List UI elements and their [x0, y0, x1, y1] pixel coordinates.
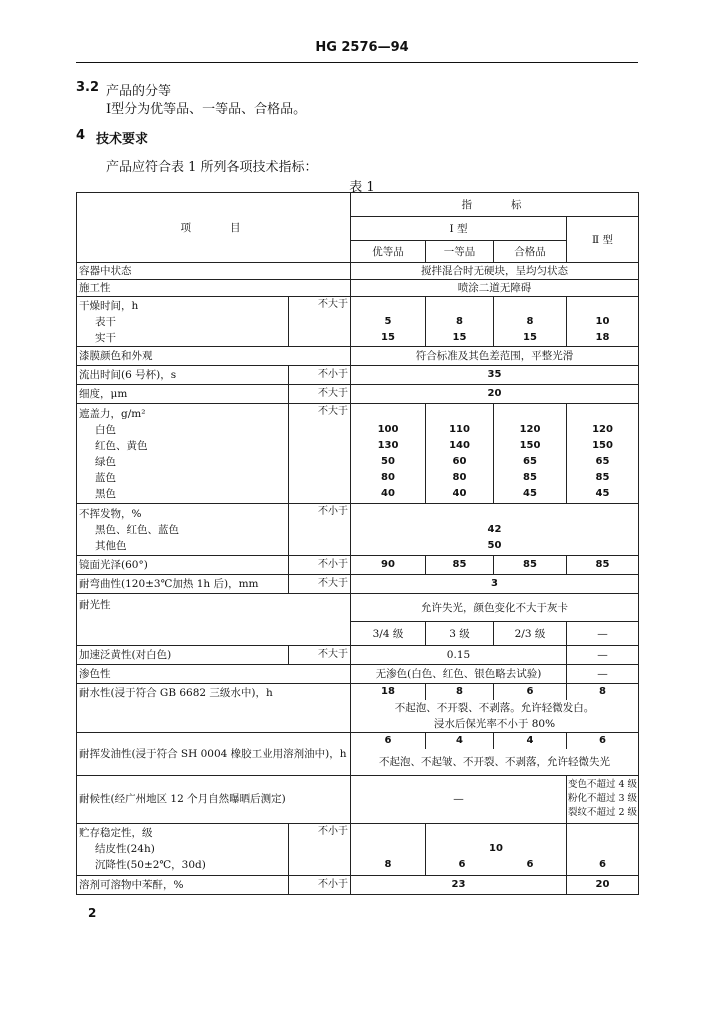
row-label: 耐候性(经广州地区 12 个月自然曝晒后测定) [77, 775, 351, 823]
row-value: 0.15 [351, 646, 567, 665]
row-value: 6 [351, 733, 426, 750]
row-value: 35 [351, 366, 639, 385]
section-3-2-title: 产品的分等 [106, 84, 172, 99]
row-label: 容器中状态 [77, 263, 351, 280]
row-label: 镜面光泽(60°) [77, 556, 289, 575]
table-row [77, 347, 639, 366]
table-header-row [77, 193, 639, 217]
table-row [77, 366, 639, 385]
page-number: 2 [88, 906, 97, 920]
section-4-title: 技术要求 [96, 132, 149, 147]
row-value: 符合标准及其色差范围，平整光滑 [351, 347, 639, 366]
row-label: 耐光性 [77, 594, 351, 646]
row-value: 120 150 65 85 45 [494, 404, 567, 504]
row-value: 6 [567, 733, 639, 750]
row-value: 110 140 60 80 40 [426, 404, 494, 504]
row-value: 90 [351, 556, 426, 575]
table-row [77, 297, 639, 347]
section-3-2-text: Ⅰ型分为优等品、一等品、合格品。 [106, 102, 307, 117]
row-limit: 不小于 [289, 504, 351, 556]
row-limit: 不大于 [289, 646, 351, 665]
table-row [77, 504, 639, 556]
row-value: 5 15 [351, 297, 426, 347]
row-value: 4 [426, 733, 494, 750]
table-row [77, 665, 639, 684]
col-header-type2: Ⅱ 型 [567, 217, 639, 263]
row-label: 漆膜颜色和外观 [77, 347, 351, 366]
table-row [77, 646, 639, 665]
row-value: 3 级 [426, 622, 494, 646]
row-note: 不起泡、不起皱、不开裂、不剥落，允许轻微失光 [351, 749, 639, 775]
row-value: — [567, 665, 639, 684]
page-header: HG 2576—94 [315, 40, 409, 55]
row-limit: 不小于 [289, 556, 351, 575]
row-label: 耐挥发油性(浸于符合 SH 0004 橡胶工业用溶剂油中)，h [77, 733, 351, 776]
row-limit: 不大于 [289, 404, 351, 504]
table-row [77, 556, 639, 575]
row-value: 8 [351, 823, 426, 875]
table-row [77, 263, 639, 280]
row-label: 耐弯曲性(120±3℃加热 1h 后)，mm [77, 575, 289, 594]
row-value: 变色不超过 4 级 粉化不超过 3 级 裂纹不超过 2 级 [567, 775, 639, 823]
col-header-grade: 合格品 [494, 241, 567, 263]
row-value: 搅拌混合时无硬块，呈均匀状态 [351, 263, 639, 280]
row-value: 6 [567, 823, 639, 875]
row-label: 不挥发物，% 黑色、红色、蓝色 其他色 [77, 504, 289, 556]
table-row [77, 823, 639, 875]
row-limit: 不大于 [289, 575, 351, 594]
table-row [77, 385, 639, 404]
row-value: 120 150 65 85 45 [567, 404, 639, 504]
col-header-indicator: 指 标 [351, 193, 639, 217]
row-value: 20 [351, 385, 639, 404]
row-value: 85 [426, 556, 494, 575]
row-value: — [567, 622, 639, 646]
row-value: — [567, 646, 639, 665]
row-value: 20 [567, 875, 639, 894]
row-value: 无渗色(白色、红色、银色略去试验) [351, 665, 567, 684]
row-label: 流出时间(6 号杯)，s [77, 366, 289, 385]
row-label: 干燥时间，h 表干 实干 [77, 297, 289, 347]
row-value: 85 [567, 556, 639, 575]
row-label: 耐水性(浸于符合 GB 6682 三级水中)，h [77, 684, 351, 733]
col-header-type1: Ⅰ 型 [351, 217, 567, 241]
row-limit: 不小于 [289, 875, 351, 894]
col-header-grade: 优等品 [351, 241, 426, 263]
row-value: 8 [426, 684, 494, 701]
row-value: 4 [494, 733, 567, 750]
section-3-2-num: 3.2 [76, 80, 100, 95]
row-note: 不起泡、不开裂、不剥落。允许轻微发白。 浸水后保光率不小于 80% [351, 700, 639, 733]
row-value: 8 15 [494, 297, 567, 347]
table-row [77, 875, 639, 894]
row-label: 渗色性 [77, 665, 351, 684]
table-row [77, 733, 639, 750]
section-4-num: 4 [76, 128, 86, 143]
row-value: 8 15 [426, 297, 494, 347]
row-value: 10 18 [567, 297, 639, 347]
row-value: — [351, 775, 567, 823]
row-label: 细度，μm [77, 385, 289, 404]
row-limit: 不大于 [289, 385, 351, 404]
row-value: 3/4 级 [351, 622, 426, 646]
table-row [77, 684, 639, 701]
table-row [77, 594, 639, 622]
table-row [77, 575, 639, 594]
spec-table [76, 192, 639, 895]
row-label: 遮盖力，g/m² 白色 红色、黄色 绿色 蓝色 黑色 [77, 404, 289, 504]
row-value: 3 [351, 575, 639, 594]
row-value: 8 [567, 684, 639, 701]
row-label: 贮存稳定性，级 结皮性(24h) 沉降性(50±2℃，30d) [77, 823, 289, 875]
row-value: 18 [351, 684, 426, 701]
table-row [77, 280, 639, 297]
col-header-item: 项 目 [77, 193, 351, 263]
row-limit: 不小于 [289, 823, 351, 875]
row-value: 6 [494, 684, 567, 701]
row-value: 23 [351, 875, 567, 894]
row-note: 允许失光，颜色变化不大于灰卡 [351, 594, 639, 622]
section-4-text: 产品应符合表 1 所列各项技术指标： [106, 160, 318, 175]
row-value: 85 [494, 556, 567, 575]
row-limit: 不大于 [289, 297, 351, 347]
row-label: 溶剂可溶物中苯酐，% [77, 875, 289, 894]
row-label: 加速泛黄性(对白色) [77, 646, 289, 665]
header-rule [76, 62, 638, 63]
row-value: 42 50 [351, 504, 639, 556]
table-caption: 表 1 [349, 180, 375, 195]
table-row [77, 404, 639, 504]
row-value: 100 130 50 80 40 [351, 404, 426, 504]
row-value: 2/3 级 [494, 622, 567, 646]
table-row [77, 775, 639, 823]
col-header-grade: 一等品 [426, 241, 494, 263]
row-value: 喷涂二道无障碍 [351, 280, 639, 297]
row-limit: 不小于 [289, 366, 351, 385]
row-value: 10 6 6 [426, 823, 567, 875]
row-label: 施工性 [77, 280, 351, 297]
